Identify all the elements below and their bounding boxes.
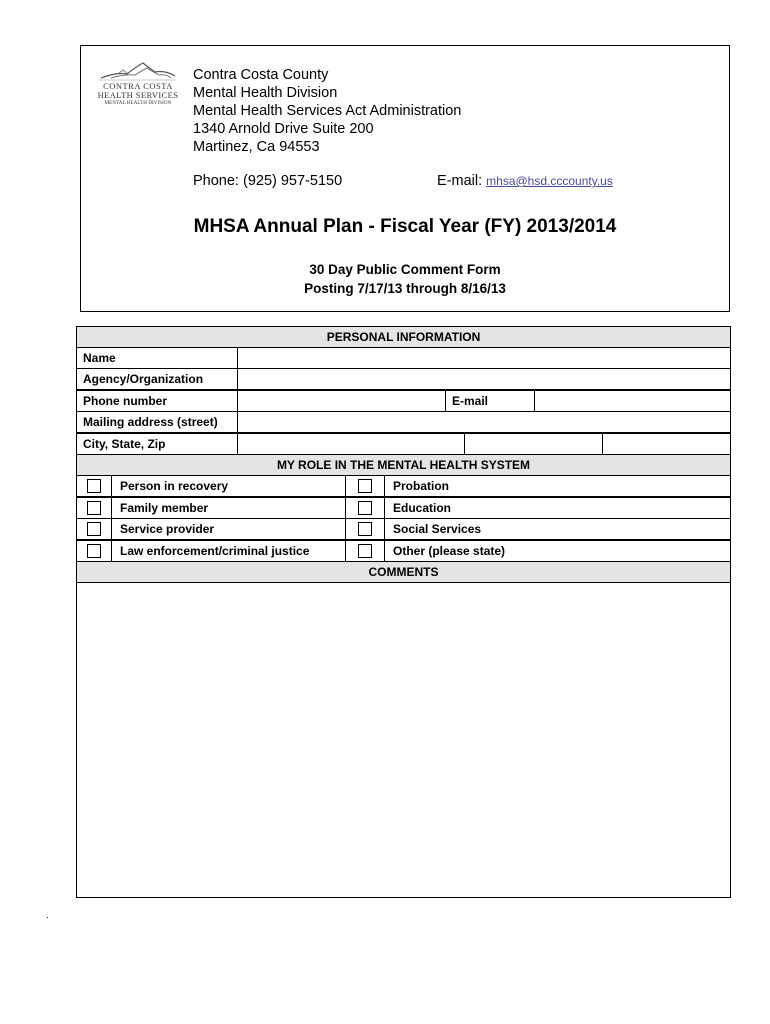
role-checkbox-cell-left-0 <box>76 475 112 497</box>
logo-line-3: MENTAL HEALTH DIVISION <box>104 101 172 106</box>
role-header: MY ROLE IN THE MENTAL HEALTH SYSTEM <box>76 454 731 476</box>
role-checkbox-cell-right-1 <box>345 497 385 519</box>
name-field[interactable] <box>237 347 731 369</box>
role-label-left-3: Law enforcement/criminal justice <box>111 540 346 562</box>
role-checkbox-right-0[interactable] <box>358 479 372 493</box>
state-field[interactable] <box>464 433 603 455</box>
role-label-right-0: Probation <box>384 475 731 497</box>
role-checkbox-right-2[interactable] <box>358 522 372 536</box>
role-checkbox-right-3[interactable] <box>358 544 372 558</box>
role-checkbox-cell-left-3 <box>76 540 112 562</box>
email-link[interactable]: mhsa@hsd.cccounty.us <box>486 174 613 188</box>
role-checkbox-cell-right-2 <box>345 518 385 540</box>
footer-mark: . <box>46 910 49 921</box>
logo-line-1: CONTRA COSTA <box>103 81 173 91</box>
agency-field[interactable] <box>237 368 731 390</box>
comments-field[interactable] <box>76 582 731 898</box>
address-line-5: Martinez, Ca 94553 <box>193 139 320 155</box>
role-checkbox-cell-right-3 <box>345 540 385 562</box>
address-line-3: Mental Health Services Act Administration <box>193 103 462 119</box>
email-text <box>437 173 613 189</box>
role-checkbox-cell-left-1 <box>76 497 112 519</box>
role-label-right-2: Social Services <box>384 518 731 540</box>
phone-text: Phone: (925) 957-5150 <box>193 173 343 189</box>
logo-line-2: HEALTH SERVICES <box>97 90 179 100</box>
contra-costa-logo <box>97 60 179 110</box>
email-label: E-mail: <box>437 173 487 189</box>
role-label-left-0: Person in recovery <box>111 475 346 497</box>
phone-field[interactable] <box>237 390 446 412</box>
role-checkbox-left-3[interactable] <box>87 544 101 558</box>
role-checkbox-right-1[interactable] <box>358 501 372 515</box>
mountain-logo-icon <box>97 60 179 82</box>
address-line-1: Contra Costa County <box>193 67 329 83</box>
header-box <box>80 45 730 312</box>
address-line-4: 1340 Arnold Drive Suite 200 <box>193 121 374 137</box>
form-subtitle: 30 Day Public Comment Form <box>309 262 501 277</box>
role-label-left-1: Family member <box>111 497 346 519</box>
role-checkbox-left-1[interactable] <box>87 501 101 515</box>
mailing-address-label: Mailing address (street) <box>76 411 238 433</box>
role-checkbox-cell-left-2 <box>76 518 112 540</box>
role-checkbox-left-0[interactable] <box>87 479 101 493</box>
address-block <box>193 66 461 156</box>
role-label-right-1: Education <box>384 497 731 519</box>
email-field-label: E-mail <box>445 390 535 412</box>
phone-label: Phone number <box>76 390 238 412</box>
email-field[interactable] <box>534 390 731 412</box>
role-checkbox-cell-right-0 <box>345 475 385 497</box>
personal-info-header: PERSONAL INFORMATION <box>76 326 731 348</box>
name-label: Name <box>76 347 238 369</box>
mailing-address-field[interactable] <box>237 411 731 433</box>
address-line-2: Mental Health Division <box>193 85 338 101</box>
agency-label: Agency/Organization <box>76 368 238 390</box>
role-label-left-2: Service provider <box>111 518 346 540</box>
posting-dates: Posting 7/17/13 through 8/16/13 <box>304 281 506 296</box>
role-checkbox-left-2[interactable] <box>87 522 101 536</box>
city-state-zip-label: City, State, Zip <box>76 433 238 455</box>
page-title: MHSA Annual Plan - Fiscal Year (FY) 2013/2014 <box>193 216 617 237</box>
role-label-right-3: Other (please state) <box>384 540 731 562</box>
city-field[interactable] <box>237 433 465 455</box>
comments-header: COMMENTS <box>76 561 731 583</box>
zip-field[interactable] <box>602 433 731 455</box>
